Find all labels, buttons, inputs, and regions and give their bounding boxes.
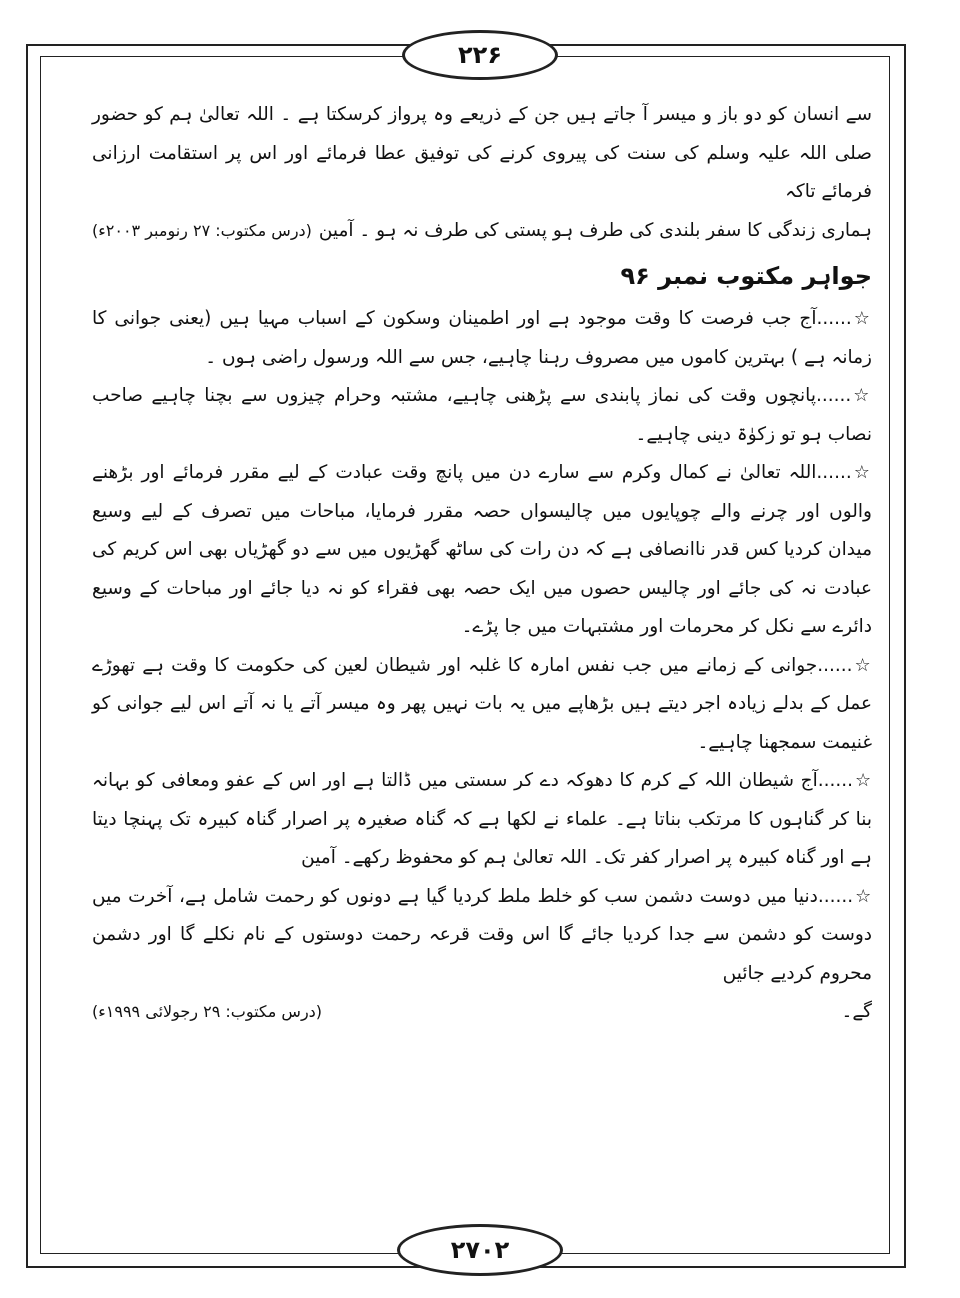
- list-item: [92, 647, 872, 763]
- closing-word: گے۔: [841, 1001, 872, 1022]
- item-text: ......آج شیطان اللہ کے کرم کا دھوکہ دے کر سستی میں ڈالتا ہے اور اس کے عفو ومعافی کو بہانہ بنا کر گناہوں کا مرتکب بناتا ہے۔ علماء نے لکھا ہے کہ گناہ صغیرہ پر اصرار گناہ کبیرہ تک پہنچا دیتا ہے اور گناہ کبیرہ پر اصرار کفر تک۔ اللہ تعالیٰ ہم کو محفوظ رکھے۔ آمین: [92, 770, 872, 868]
- list-item: [92, 878, 872, 994]
- item-text: ......دنیا میں دوست دشمن سب کو خلط ملط کردیا گیا ہے دونوں کو رحمت شامل ہے، آخرت میں دوست کو دشمن سے جدا کردیا جائے گا اس وقت قرعہ رحمت دوستوں کے نام نکلے گا اور دشمن محروم کردیے جائیں: [92, 885, 872, 984]
- closing-citation: (درس مکتوب: ۲۹ رجولائی ۱۹۹۹ء): [92, 1002, 323, 1021]
- star-icon: ☆: [853, 308, 872, 329]
- section-heading: جواہر مکتوب نمبر ۹۶: [620, 262, 872, 290]
- intro-last-line: [92, 212, 872, 251]
- page-number-bottom: ۲۷۰۲: [397, 1224, 563, 1276]
- star-icon: ☆: [853, 385, 872, 406]
- intro-last-line-text: ہماری زندگی کا سفر بلندی کی طرف ہو پستی کی طرف نہ ہو ۔ آمین: [318, 219, 872, 241]
- intro-paragraph: سے انسان کو دو باز و میسر آ جاتے ہیں جن کے ذریعے وہ پرواز کرسکتا ہے ۔ اللہ تعالیٰ ہم کو حضور صلی اللہ علیہ وسلم کی سنت کی پیروی کرنے کی توفیق عطا فرمائے اور اس پر استقامت ارزانی فرمائے تاکہ: [92, 104, 872, 202]
- page-number-top: ۲۲۶: [402, 30, 558, 80]
- item-text: ......پانچوں وقت کی نماز پابندی سے پڑھنی چاہیے، مشتبہ وحرام چیزوں سے بچنا چاہیے صاحب نصاب ہو تو زکوٰۃ دینی چاہیے۔: [92, 385, 872, 445]
- intro-citation: (درس مکتوب: ۲۷ رنومبر ۲۰۰۳ء): [92, 220, 312, 240]
- star-icon: ☆: [853, 462, 872, 483]
- item-text: ......آج جب فرصت کا وقت موجود ہے اور اطمینان وسکون کے اسباب مہیا ہیں (یعنی جوانی کا زمانہ ہے ) بہترین کاموں میں مصروف رہنا چاہیے، جس سے اللہ ورسول راضی ہوں ۔: [92, 308, 872, 368]
- closing-line: [92, 993, 872, 1032]
- list-item: [92, 762, 872, 878]
- list-item: [92, 377, 872, 454]
- list-item: [92, 454, 872, 647]
- star-icon: ☆: [855, 770, 872, 791]
- list-item: [92, 300, 872, 377]
- item-text: ......جوانی کے زمانے میں جب نفس امارہ کا غلبہ اور شیطان لعین کی حکومت کا وقت ہے تھوڑے عمل کے بدلے زیادہ اجر دیتے ہیں بڑھاپے میں یہ بات نہیں پھر وہ میسر آتے یا نہ آتے اس لیے جوانی کو غنیمت سمجھنا چاہیے۔: [92, 654, 872, 753]
- item-text: ......اللہ تعالیٰ نے کمال وکرم سے سارے دن میں پانچ وقت عبادت کے لیے مقرر فرمائے اور بڑھنے والوں اور چرنے والے چوپایوں میں چالیسواں حصہ مقرر فرمایا، مباحات میں تصرف کے لیے وسیع میدان کردیا کس قدر ناانصافی ہے کہ دن رات کی ساٹھ گھڑیوں میں سے دو گھڑیاں بھی اس کریم کی عبادت نہ کی جائے اور چالیس حصوں میں ایک حصہ بھی فقراء کو نہ دیا جائے اور مباحات کے وسیع دائرے سے نکل کر محرمات اور مشتبہات میں جا پڑے۔: [92, 462, 872, 637]
- page-content: [92, 96, 872, 1032]
- star-icon: ☆: [854, 654, 872, 676]
- star-icon: ☆: [855, 885, 873, 907]
